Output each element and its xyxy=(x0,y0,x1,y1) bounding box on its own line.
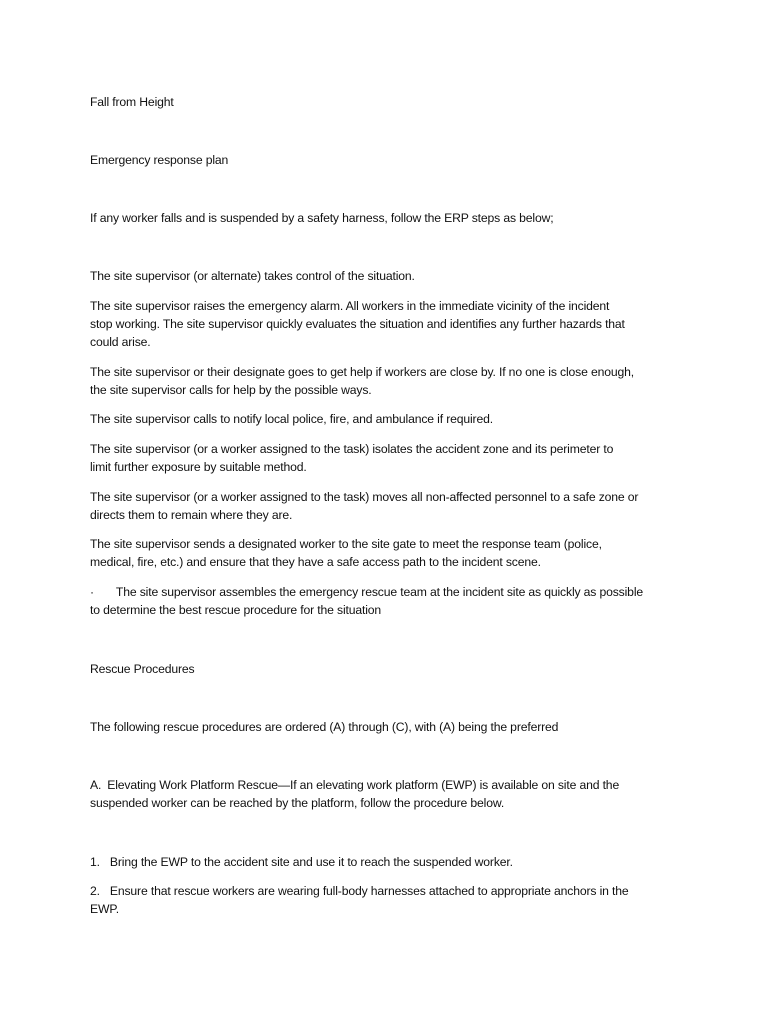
erp-step-7-line-1: The site supervisor sends a designated worker to the site gate to meet the response team (police, xyxy=(90,537,602,551)
numbered-step-1 xyxy=(90,853,513,871)
erp-step-6-line-1: The site supervisor (or a worker assigned to the task) moves all non-affected personnel to a safe zone or xyxy=(90,490,639,504)
procedure-a-marker: A. xyxy=(90,778,102,792)
erp-step-5-line-1: The site supervisor (or a worker assigned to the task) isolates the accident zone and its perimeter to xyxy=(90,442,614,456)
erp-step-6-line-2: directs them to remain where they are. xyxy=(90,508,293,522)
erp-step-7-line-2: medical, fire, etc.) and ensure that they have a safe access path to the incident scene. xyxy=(90,555,541,569)
numbered-step-2-text: Ensure that rescue workers are wearing full-body harnesses attached to appropriate anchors in the xyxy=(109,884,629,898)
numbered-step-1-num: 1. xyxy=(90,855,100,869)
bullet-step-line-1 xyxy=(90,583,643,601)
erp-step-2-line-2: stop working. The site supervisor quickly evaluates the situation and identifies any further hazards that xyxy=(90,317,625,331)
bullet-step-line-2: to determine the best rescue procedure for the situation xyxy=(90,603,382,617)
procedure-a-text: Elevating Work Platform Rescue—If an elevating work platform (EWP) is available on site and the xyxy=(107,778,620,792)
rescue-heading: Rescue Procedures xyxy=(90,662,195,676)
bullet-mark: · xyxy=(90,585,94,599)
erp-step-4-line-1: The site supervisor calls to notify local police, fire, and ambulance if required. xyxy=(90,412,493,426)
document-subtitle: Emergency response plan xyxy=(90,153,229,167)
bullet-step-text: The site supervisor assembles the emergency rescue team at the incident site as quickly as possible xyxy=(115,585,643,599)
erp-step-2-line-1: The site supervisor raises the emergency alarm. All workers in the immediate vicinity of the incident xyxy=(90,299,610,313)
numbered-step-1-text: Bring the EWP to the accident site and use it to reach the suspended worker. xyxy=(109,855,513,869)
erp-step-1-line-1: The site supervisor (or alternate) takes control of the situation. xyxy=(90,269,415,283)
erp-step-3-line-1: The site supervisor or their designate goes to get help if workers are close by. If no one is close enough, xyxy=(90,365,634,379)
intro-paragraph: If any worker falls and is suspended by a safety harness, follow the ERP steps as below; xyxy=(90,211,554,225)
erp-step-2-line-3: could arise. xyxy=(90,335,151,349)
rescue-intro: The following rescue procedures are ordered (A) through (C), with (A) being the preferred xyxy=(90,720,559,734)
numbered-step-2-line-2: EWP. xyxy=(90,902,119,916)
numbered-step-2-num: 2. xyxy=(90,884,100,898)
procedure-a-line-2: suspended worker can be reached by the platform, follow the procedure below. xyxy=(90,796,505,810)
procedure-a-line-1 xyxy=(90,776,619,794)
document-title: Fall from Height xyxy=(90,95,174,109)
erp-step-3-line-2: the site supervisor calls for help by the possible ways. xyxy=(90,383,372,397)
erp-step-5-line-2: limit further exposure by suitable method. xyxy=(90,460,307,474)
numbered-step-2 xyxy=(90,882,629,900)
